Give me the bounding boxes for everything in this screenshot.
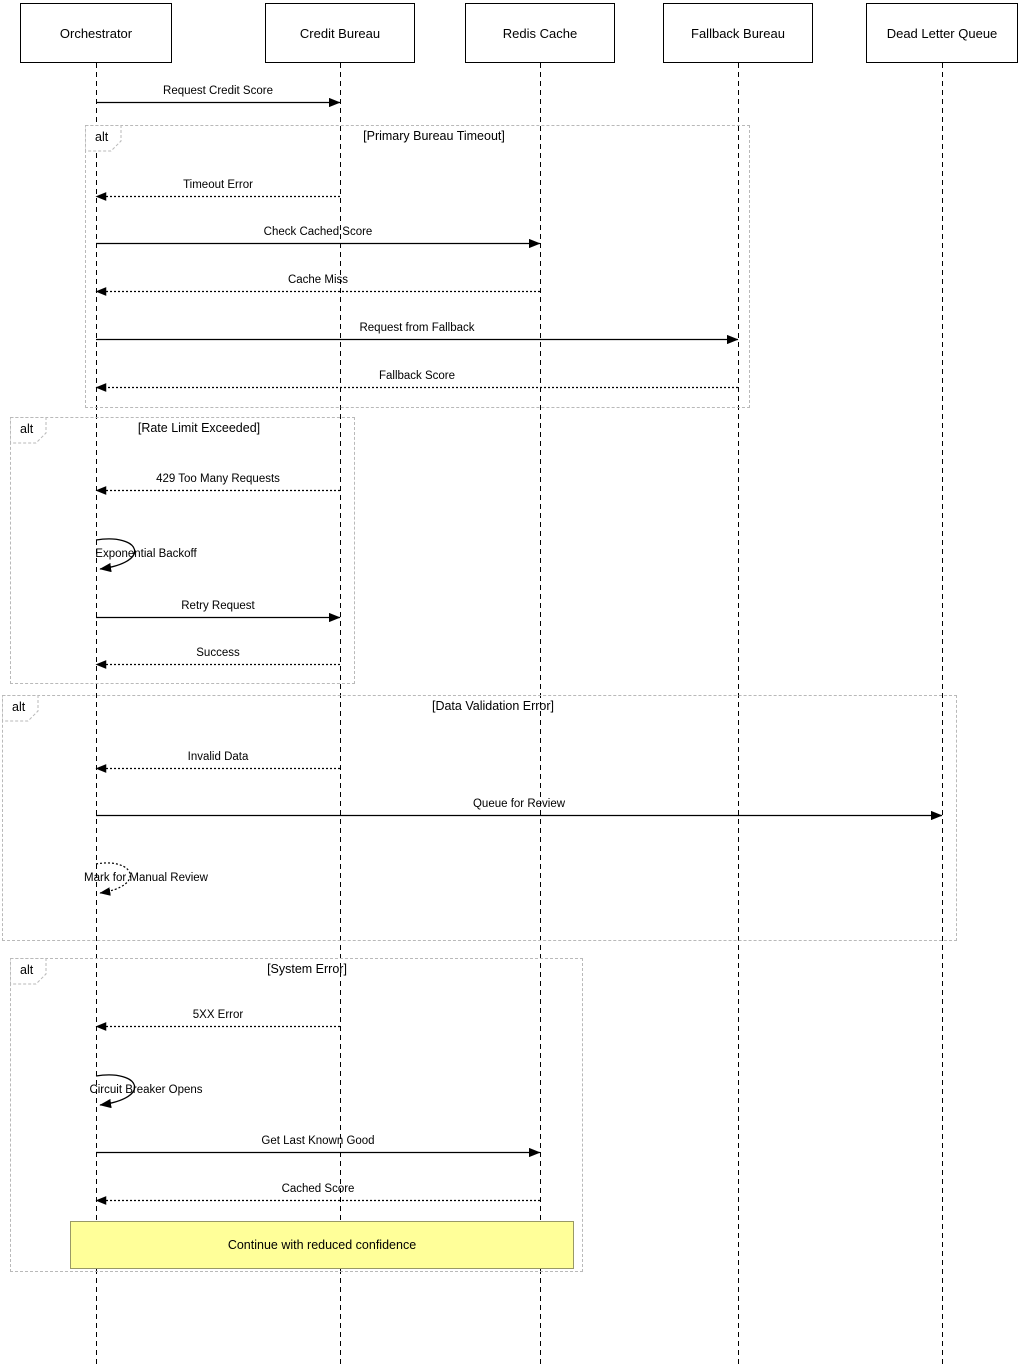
message-label-invalid-data: Invalid Data: [187, 751, 249, 763]
message-label-circuit-breaker-opens: Circuit Breaker Opens: [89, 1084, 203, 1096]
participant-label: Fallback Bureau: [691, 25, 785, 41]
message-label-queue-for-review: Queue for Review: [472, 798, 566, 810]
message-label-fallback-score: Fallback Score: [378, 370, 456, 382]
alt-fragment-data-validation-error: [2, 695, 957, 941]
participant-redis-cache: [465, 3, 615, 63]
participant-dead-letter-queue: [866, 3, 1018, 63]
participant-label: Orchestrator: [59, 25, 133, 41]
message-label-5xx-error: 5XX Error: [192, 1009, 244, 1021]
note-continue-reduced-confidence: [70, 1221, 574, 1269]
message-label-success: Success: [196, 647, 240, 659]
message-label-mark-for-manual-review: Mark for Manual Review: [84, 872, 208, 884]
fragment-condition-label: [Primary Bureau Timeout]: [363, 129, 505, 143]
participant-fallback-bureau: [663, 3, 813, 63]
message-label-request-credit-score: Request Credit Score: [163, 85, 273, 97]
message-label-cached-score: Cached Score: [281, 1183, 355, 1195]
message-label-exponential-backoff: Exponential Backoff: [95, 548, 197, 560]
alt-fragment-primary-bureau-timeout: [85, 125, 750, 408]
message-label-429-too-many-requests: 429 Too Many Requests: [156, 473, 280, 485]
participant-label: Redis Cache: [502, 25, 578, 41]
participant-label: Credit Bureau: [299, 25, 381, 41]
message-label-cache-miss: Cache Miss: [287, 274, 349, 286]
alt-operator-label: alt: [20, 422, 34, 436]
fragment-condition-label: [System Error]: [267, 962, 347, 976]
message-label-check-cached-score: Check Cached Score: [263, 226, 373, 238]
fragment-condition-label: [Rate Limit Exceeded]: [137, 421, 261, 435]
message-label-request-from-fallback: Request from Fallback: [359, 322, 475, 334]
fragment-condition-label: [Data Validation Error]: [431, 699, 555, 713]
message-label-get-last-known-good: Get Last Known Good: [261, 1135, 375, 1147]
participant-orchestrator: [20, 3, 172, 63]
note-text: Continue with reduced confidence: [227, 1238, 417, 1252]
participant-credit-bureau: [265, 3, 415, 63]
alt-operator-label: alt: [95, 130, 109, 144]
message-label-timeout-error: Timeout Error: [183, 179, 253, 191]
participant-label: Dead Letter Queue: [886, 25, 998, 41]
alt-operator-label: alt: [12, 700, 26, 714]
alt-operator-label: alt: [20, 963, 34, 977]
message-label-retry-request: Retry Request: [181, 600, 255, 612]
